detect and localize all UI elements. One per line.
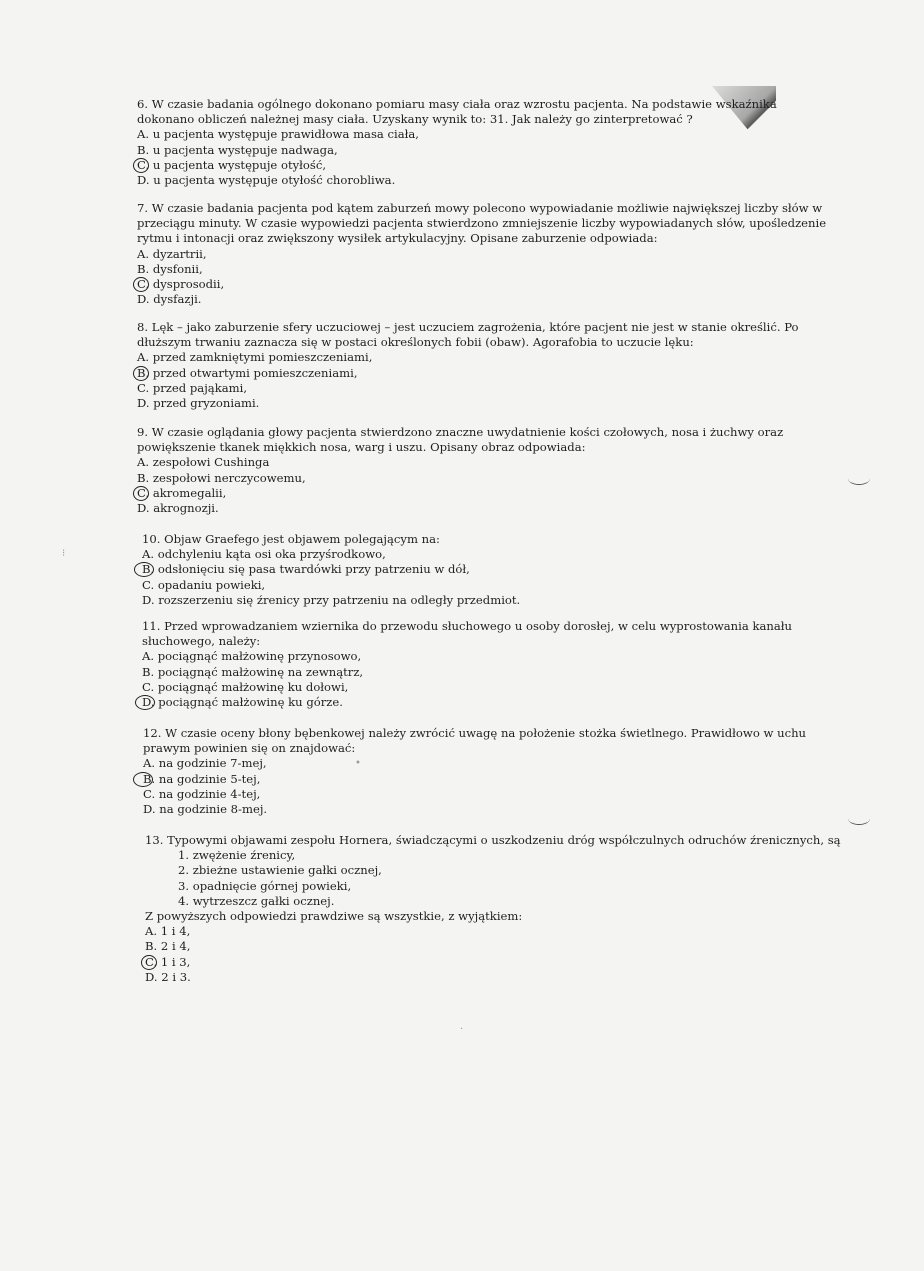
- answer-option-d: D. 2 i 3.: [145, 969, 191, 984]
- answer-option-a: A. 1 i 4,: [145, 924, 191, 939]
- question-text: prawym powinien się on znajdować:: [143, 741, 356, 756]
- question-6: [137, 97, 777, 188]
- question-text: 6. W czasie badania ogólnego dokonano pomiaru masy ciała oraz wzrostu pacjenta. Na podstawie wskaźnika: [137, 97, 777, 111]
- answer-option-c: C. 1 i 3,: [145, 955, 841, 970]
- answer-option-c: C. akromegalii,: [137, 486, 783, 501]
- question-text: 9. W czasie oglądania głowy pacjenta stwierdzono znaczne uwydatnienie kości czołowych, nosa i żuchwy oraz: [137, 425, 784, 439]
- answer-option-a: A. pociągnąć małżowinę przynosowo,: [142, 649, 362, 664]
- answer-option-d: D. rozszerzeniu się źrenicy przy patrzeniu na odległy przedmiot.: [142, 592, 521, 607]
- answer-option-b: B. dysfonii,: [137, 261, 203, 276]
- handwritten-circle-mark: [133, 277, 149, 292]
- handwritten-circle-mark: [133, 366, 149, 381]
- answer-option-c: C. na godzinie 4-tej,: [143, 786, 261, 801]
- question-text: powiększenie tkanek miękkich nosa, warg i uszu. Opisany obraz odpowiada:: [137, 440, 586, 455]
- answer-option-b: B. u pacjenta występuje nadwaga,: [137, 142, 338, 157]
- answer-option-b: B. przed otwartymi pomieszczeniami,: [137, 366, 799, 381]
- question-text: słuchowego, należy:: [142, 634, 261, 649]
- question-text: rytmu i intonacji oraz zwiększony wysiłek artykulacyjny. Opisane zaburzenie odpowiada:: [137, 231, 658, 246]
- answer-option-a: A. u pacjenta występuje prawidłowa masa ciała,: [137, 127, 419, 142]
- answer-option-a: A. przed zamkniętymi pomieszczeniami,: [137, 350, 373, 365]
- handwritten-circle-mark: [133, 158, 149, 173]
- answer-option-d: D. dysfazji.: [137, 292, 202, 307]
- answer-option-d: D. przed gryzoniami.: [137, 396, 260, 411]
- answer-option-c: C. przed pająkami,: [137, 380, 248, 395]
- answer-option-c: C. u pacjenta występuje otyłość,: [137, 158, 777, 173]
- answer-option-d: D. na godzinie 8-mej.: [143, 802, 268, 817]
- symptom-list-item: 4. wytrzeszcz gałki ocznej.: [178, 893, 335, 908]
- question-text: 8. Lęk – jako zaburzenie sfery uczuciowej – jest uczuciem zagrożenia, które pacjent nie jest w stanie określić. Po: [137, 320, 799, 334]
- answer-option-b: B. na godzinie 5-tej,: [143, 772, 806, 787]
- symptom-list-item: 1. zwężenie źrenicy,: [178, 848, 296, 863]
- handwritten-circle-mark: [133, 772, 153, 787]
- question-text: 10. Objaw Graefego jest objawem polegającym na:: [142, 532, 440, 546]
- question-text: przeciągu minuty. W czasie wypowiedzi pacjenta stwierdzono zmniejszenie liczby wypowiadanych słów, upośledzenie: [137, 216, 827, 231]
- answer-option-d: D. u pacjenta występuje otyłość chorobliwa.: [137, 173, 396, 188]
- answer-option-c: C. pociągnąć małżowinę ku dołowi,: [142, 679, 349, 694]
- answer-option-c: C. opadaniu powieki,: [142, 577, 266, 592]
- scan-artifact-mark: [848, 472, 870, 485]
- answer-option-a: A. zespołowi Cushinga: [137, 455, 270, 470]
- question-text: 11. Przed wprowadzaniem wziernika do przewodu słuchowego u osoby dorosłej, w celu wyprostowania kanału: [142, 619, 792, 633]
- handwritten-circle-mark: [133, 486, 149, 501]
- question-12: [143, 726, 806, 817]
- question-instruction: Z powyższych odpowiedzi prawdziwe są wszystkie, z wyjątkiem:: [145, 909, 523, 924]
- question-8: [137, 320, 799, 411]
- answer-option-a: A. dyzartrii,: [137, 246, 207, 261]
- answer-option-a: A. na godzinie 7-mej,: [143, 756, 267, 771]
- scan-noise: •: [355, 758, 361, 769]
- symptom-list-item: 3. opadnięcie górnej powieki,: [178, 878, 352, 893]
- symptom-list-item: 2. zbieżne ustawienie gałki ocznej,: [178, 863, 382, 878]
- scan-noise: ·: [460, 1024, 464, 1035]
- handwritten-circle-mark: [135, 695, 155, 710]
- answer-option-b: B. 2 i 4,: [145, 939, 191, 954]
- question-text: 7. W czasie badania pacjenta pod kątem zaburzeń mowy polecono wypowiadanie możliwie największej liczby słów w: [137, 201, 823, 215]
- answer-option-c: C. dysprosodii,: [137, 277, 826, 292]
- answer-option-b: B. zespołowi nerczycowemu,: [137, 470, 306, 485]
- question-10: [142, 532, 520, 608]
- question-7: [137, 201, 826, 307]
- answer-option-a: A. odchyleniu kąta osi oka przyśrodkowo,: [142, 547, 386, 562]
- answer-option-d: D. akrognozji.: [137, 501, 219, 516]
- answer-option-d: D. pociągnąć małżowinę ku górze.: [142, 695, 792, 710]
- question-11: [142, 619, 792, 710]
- question-9: [137, 425, 783, 516]
- answer-option-b: B. odsłonięciu się pasa twardówki przy patrzeniu w dół,: [142, 562, 520, 577]
- question-text: 12. W czasie oceny błony bębenkowej należy zwrócić uwagę na położenie stożka świetlnego. Prawidłowo w uchu: [143, 726, 807, 740]
- question-text: 13. Typowymi objawami zespołu Hornera, świadczącymi o uszkodzeniu dróg współczulnych odruchów źrenicznych, są: [145, 833, 841, 847]
- question-text: dłuższym trwaniu zaznacza się w postaci określonych fobii (obaw). Agorafobia to uczucie lęku:: [137, 335, 694, 350]
- question-text: dokonano obliczeń należnej masy ciała. Uzyskany wynik to: 31. Jak należy go zinterpretować ?: [137, 112, 693, 127]
- handwritten-circle-mark: [141, 955, 157, 970]
- answer-option-b: B. pociągnąć małżowinę na zewnątrz,: [142, 664, 364, 679]
- scan-noise: ⁝: [62, 548, 66, 559]
- scan-artifact-mark: [848, 812, 870, 825]
- question-13: [145, 833, 841, 985]
